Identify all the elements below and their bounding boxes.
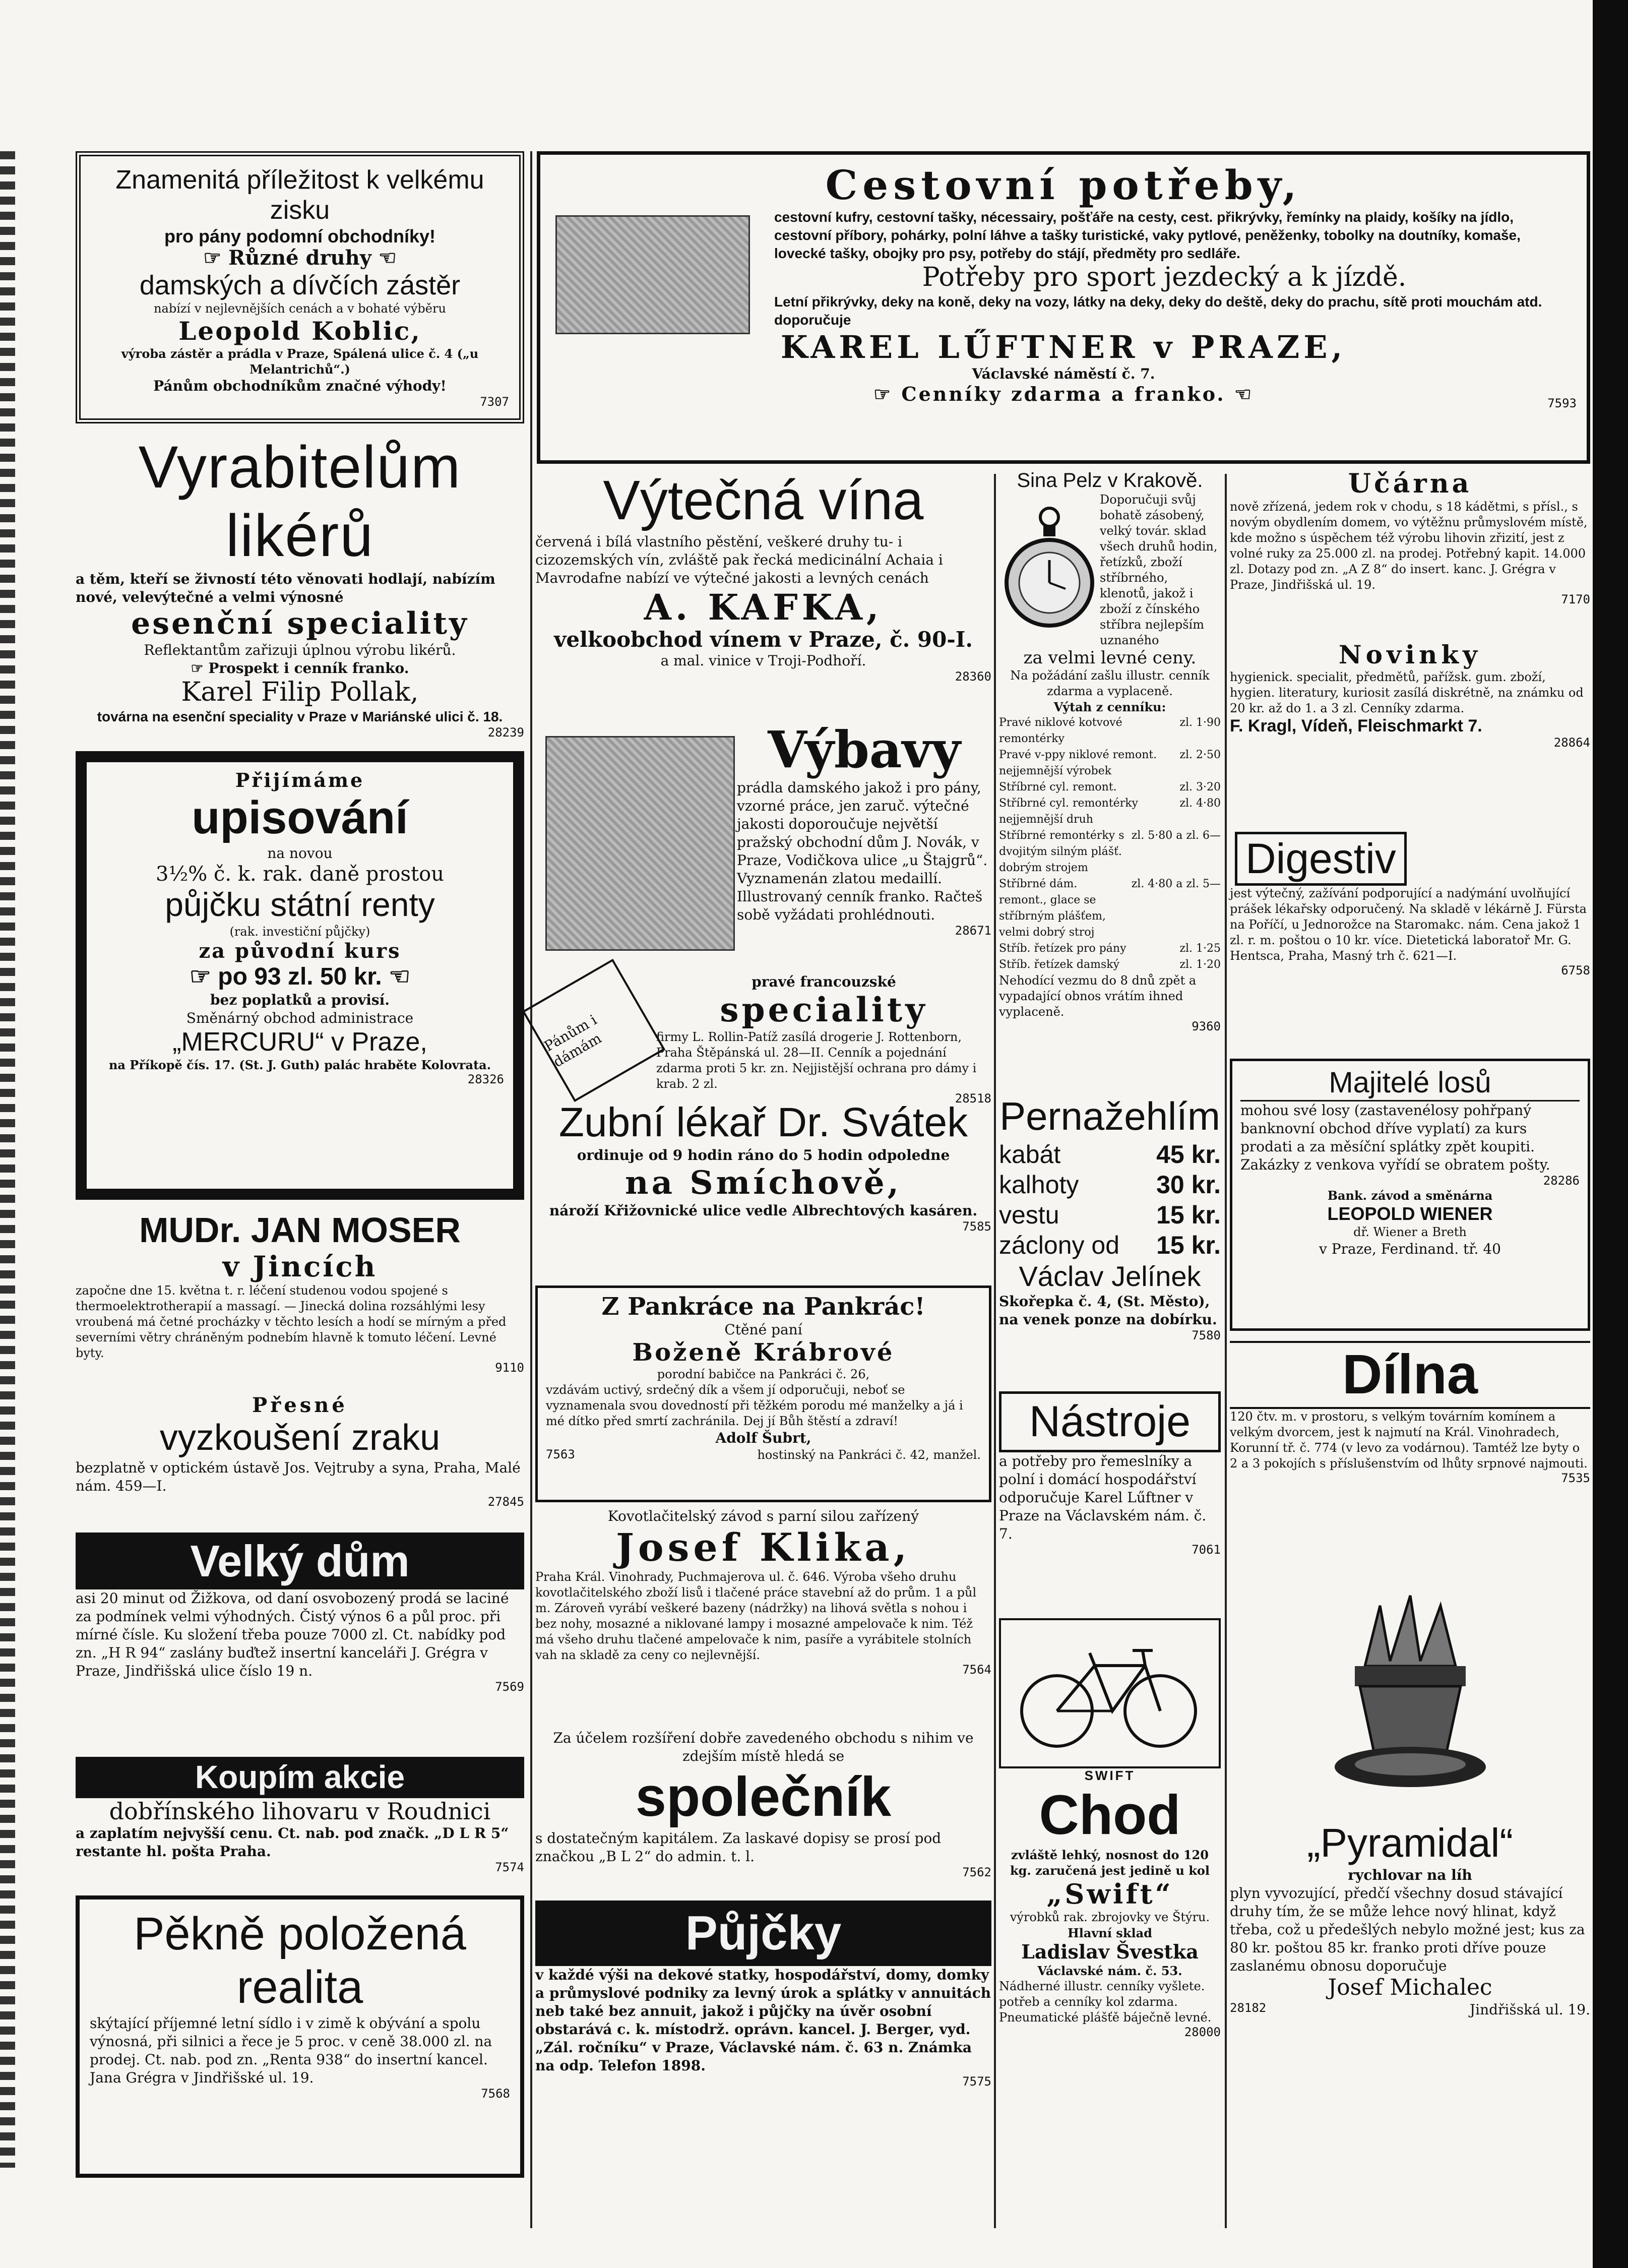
price-label: Stříbrné remontérky s dvojitým silným plášť. dobrým strojem bbox=[999, 829, 1124, 875]
ad-title-frame bbox=[1235, 832, 1407, 886]
price-row bbox=[999, 941, 1221, 957]
ad-line: Směnárný obchod administrace bbox=[186, 1009, 414, 1026]
ad-line: Kovotlačitelský závod s parní silou zařízený bbox=[607, 1508, 919, 1524]
ad-realita bbox=[76, 1895, 524, 2178]
hand-pointer-icon: ☜ bbox=[382, 963, 411, 991]
ad-number: 7535 bbox=[1561, 1470, 1590, 1485]
ad-number: 7585 bbox=[962, 1219, 991, 1234]
ad-body: s dostatečným kapitálem. Za laskavé dopisy se prosí pod značkou „B L 2“ do admin. t. l. bbox=[535, 1829, 942, 1865]
ad-title-frame bbox=[1230, 1341, 1590, 1409]
price-table bbox=[999, 1139, 1221, 1260]
ad-number: 7575 bbox=[962, 2074, 991, 2089]
ad-headline: Majitelé losů bbox=[1240, 1066, 1580, 1101]
ad-line: ☞ Prospekt i cenník franko. bbox=[191, 660, 409, 677]
hand-pointer-icon: ☞ bbox=[189, 963, 218, 991]
price-value: zl. 4·80 a zl. 5— bbox=[1131, 878, 1221, 891]
ad-body: nově zřízená, jedem rok v chodu, s 18 kádětmi, s přísl., s novým obydlením domem, vo výtěžnu průmyslovém místě, kde možno s úspěchem též výrobu lihovin zřizití, jest z volné ruky za 25.000 zl. na prodej. Potřebný kapit. 14.000 zl. Dotazy pod zn. „A Z 8“ do insert. kanc. J. Grégra v Praze, Jindřišská ul. 19. bbox=[1230, 499, 1588, 592]
ad-number: 7307 bbox=[480, 394, 509, 409]
price-row bbox=[999, 876, 1221, 941]
ad-body: červená i bílá vlastního pěstění, veškeré druhy tu- i cizozemských vín, zvláště pak řecká medicinální Achaia i Mavrodafne nabízí ve výtečné jakosti a levných cenách bbox=[535, 533, 943, 586]
price-value: zl. 2·50 bbox=[1179, 749, 1221, 762]
ad-line: dř. Wiener a Breth bbox=[1353, 1224, 1467, 1239]
ad-body: započne dne 15. května t. r. léčení studenou vodou spojené s thermoelektrotherapií a massagí. — Jinecká dolina rozsáhlými lesy vroubená má četné procházky v těchto lesích a hodí se mírným a před severními větry chráněným podnebím hlavně k tomuto léčení. Levné byty. bbox=[76, 1283, 507, 1360]
price-value: 15 kr. bbox=[1156, 1200, 1221, 1229]
ad-line: pravé francouzské bbox=[752, 973, 896, 990]
ad-line: Boženě Krábrové bbox=[632, 1338, 895, 1367]
price-label: Pravé niklové kotvové remontérky bbox=[999, 716, 1122, 746]
ad-pujcky bbox=[535, 1901, 991, 2178]
price-value: 30 kr. bbox=[1156, 1170, 1221, 1199]
ad-headline: Učárna bbox=[1348, 468, 1472, 499]
ad-number: 7580 bbox=[1192, 1328, 1221, 1343]
ad-line: porodní babičce na Pankráci č. 26, bbox=[657, 1367, 870, 1382]
price-label: Stříb. řetízek pro pány bbox=[999, 942, 1126, 955]
luggage-illustration bbox=[555, 215, 750, 334]
ad-body: vzdávám uctivý, srdečný dík a všem jí odporučuji, neboť se vyznamenala svou dovedností při těžkém porodu mé manželky a já i mé dítko před smrtí zachránila. Dej jí Bůh štěstí a zdraví! bbox=[546, 1383, 963, 1429]
ad-number: 27845 bbox=[487, 1494, 524, 1509]
ad-headline: damských a dívčích zástěr bbox=[139, 270, 461, 300]
ad-upisovani bbox=[76, 751, 524, 1200]
column-rule bbox=[994, 474, 996, 2228]
price-label: kalhoty bbox=[999, 1170, 1079, 1199]
ad-headline: esenční speciality bbox=[131, 606, 469, 642]
ad-body: cestovní kufry, cestovní tašky, nécessairy, pošťáře na cesty, cest. přikrývky, řemínky na plaidy, košíky na jídlo, cestovní příbory, pohárky, polní láhve a tašky turistické, vaky pytlové, peněženky, tobolky na doutníky, komaše, lovecké tašky, obojky pro psy, potřeby do stájí, předměty pro sedláře. bbox=[774, 209, 1521, 261]
ad-address: v Praze, Ferdinand. tř. 40 bbox=[1319, 1240, 1501, 1257]
ad-chod-swift bbox=[999, 1618, 1221, 2178]
ad-line: a mal. vinice v Troji-Podhoří. bbox=[660, 652, 866, 669]
hand-pointer-icon: ☞ bbox=[191, 660, 209, 677]
ad-line: Ctěné paní bbox=[724, 1321, 802, 1338]
ad-banner: Půjčky bbox=[535, 1901, 991, 1966]
ad-firm: LEOPOLD WIENER bbox=[1327, 1203, 1493, 1224]
ad-headline: Novinky bbox=[1338, 640, 1482, 669]
ad-headline: Dílna bbox=[1342, 1343, 1478, 1405]
ad-body: asi 20 minut od Žižkova, od daní osvobozený prodá se laciné za podmínek velmi výhodných. Čistý výnos 6 a půl proc. při mírné čísle. Ku složení třeba pouze 7000 zl. Ct. nabídky pod zn. „H R 94“ zaslány buďtež insertní kanceláři J. Grégra v Praze, Jindřišská ulice číslo 19 n. bbox=[76, 1590, 509, 1680]
ad-headline: Vyrabitelům likérů bbox=[138, 434, 462, 569]
ad-line: „Swift“ bbox=[1046, 1878, 1173, 1911]
ad-firm: KAREL LŰFTNER v PRAZE, bbox=[780, 328, 1347, 365]
price-label: záclony od bbox=[999, 1231, 1120, 1259]
ad-headline: speciality bbox=[720, 990, 928, 1029]
price-row bbox=[999, 1200, 1221, 1230]
ad-number: 28000 bbox=[1184, 2025, 1221, 2040]
ad-firm: Josef Michalec bbox=[1328, 1975, 1492, 2000]
ad-novinky bbox=[1230, 640, 1590, 827]
ad-number: 7568 bbox=[481, 2086, 510, 2101]
ad-firm: Václav Jelínek bbox=[1019, 1260, 1201, 1292]
price-row bbox=[999, 828, 1221, 876]
ad-klika bbox=[535, 1507, 991, 1724]
ad-line: ☞ Různé druhy ☜ bbox=[203, 246, 397, 270]
price-value: zl. 1·20 bbox=[1179, 958, 1221, 971]
price-row bbox=[999, 779, 1221, 795]
ad-pelz bbox=[999, 469, 1221, 1089]
ad-number: 9110 bbox=[495, 1360, 524, 1375]
ad-pankrac bbox=[535, 1285, 991, 1502]
ad-firm: Josef Klika, bbox=[615, 1525, 911, 1570]
lingerie-illustration bbox=[545, 736, 735, 951]
ad-line: ☞ po 93 zl. 50 kr. ☜ bbox=[189, 963, 411, 991]
price-value: zl. 1·90 bbox=[1179, 716, 1221, 729]
ad-number: 7574 bbox=[495, 1860, 524, 1875]
ad-pyramidal bbox=[1230, 1583, 1590, 2178]
ad-number: 28182 bbox=[1230, 2000, 1267, 2015]
ad-line: pro pány podomní obchodníky! bbox=[164, 225, 435, 247]
ad-number: 28864 bbox=[1553, 735, 1590, 750]
ad-body: Letní přikrývky, deky na koně, deky na vozy, látky na deky, deky do deště, deky do prachu, sítě proti mouchám atd. doporučuje bbox=[774, 293, 1542, 328]
ad-footer bbox=[1230, 2001, 1590, 2019]
ad-spolecnik bbox=[535, 1729, 991, 1895]
ad-address: F. Kragl, Vídeň, Fleischmarkt 7. bbox=[1230, 716, 1482, 735]
ad-body: a potřeby pro řemeslníky a polní i domácí hospodářství odporučuje Karel Lűftner v Praze na Václavském nám. č. 7. bbox=[999, 1452, 1207, 1542]
ad-line: Výtah z cenníku: bbox=[1053, 700, 1166, 715]
ad-headline: Zubní lékař Dr. Svátek bbox=[558, 1099, 968, 1145]
ad-headline: v Jincích bbox=[222, 1250, 378, 1283]
ad-signature: Adolf Šubrt, bbox=[715, 1430, 811, 1447]
ad-body: hygienick. specialit, předmětů, pařížsk. gum. zboží, hygien. literatury, kuriosit zasílá diskrétně, na známku od 20 kr. až do 1. a 3 zl. Cenníky zdarma. bbox=[1230, 669, 1584, 715]
ad-line: a těm, kteří se živností této věnovati hodlají, nabízím nové, velevýtečné a velmi výnosné bbox=[76, 571, 495, 606]
ad-title-frame bbox=[999, 1391, 1221, 1452]
price-label: Pravé v-ppy niklové remont. nejjemnější výrobek bbox=[999, 749, 1157, 778]
ad-body: Praha Král. Vinohrady, Puchmajerova ul. č. 646. Výroba všeho druhu kovotlačitelského zboží lisů i tlačené práce stavební až do prům. 1 a půl m. Zároveň vyrábí veškeré bazeny (nádržky) na lihová světla s nohou i bez nohy, mosazné a niklované lampy i mosazné ampelovače k nim. Též má všeho druhu tlačené ampelovače k nim, pasíře a vyrábitele stolních vah na skladě za ceny co nejlevnější. bbox=[535, 1570, 977, 1663]
ad-line: na Smíchově, bbox=[625, 1164, 902, 1202]
ad-body: Doporučuji svůj bohatě zásobený, velký továr. sklad všech druhů hodin, řetízků, zboží stříbrného, klenotů, jakož i zboží z čínského stříbra nejlepším uznaného bbox=[1100, 493, 1218, 647]
ad-number: 28286 bbox=[1543, 1173, 1580, 1188]
ad-line: dobřínského lihovaru v Roudnici bbox=[109, 1797, 491, 1825]
ad-number: 7061 bbox=[1192, 1542, 1221, 1557]
ad-line: Potřeby pro sport jezdecký a k jízdě. bbox=[922, 262, 1407, 292]
ad-headline: Znamenitá příležitost k velkému zisku bbox=[115, 165, 484, 225]
ad-address: Václavské nám. č. 53. bbox=[1037, 1964, 1182, 1979]
ad-line: ☞ Cenníky zdarma a franko. ☜ bbox=[873, 383, 1254, 406]
ad-number: 7563 bbox=[546, 1447, 575, 1462]
ad-line: velkoobchod vínem v Praze, č. 90-I. bbox=[553, 627, 973, 652]
ad-address: výroba zástěr a prádla v Praze, Spálená ulice č. 4 („u Melantrichů“.) bbox=[121, 346, 479, 377]
ad-body: prádla damského jakož i pro pány, vzorné práce, jen zaruč. výtečné jakosti doporoučuje největší pražský obchodní dům J. Novák, v Praze, Vodičkova ulice „u Štajgrů“. Vyznamenán zlatou medaillí. Illustrovaný cenník franko. Račteš sobě vyžádati prohlédnouti. bbox=[737, 779, 988, 923]
ad-number: 7564 bbox=[962, 1663, 991, 1677]
ad-line: Přesné bbox=[252, 1393, 348, 1417]
hand-pointer-icon: ☜ bbox=[371, 246, 397, 270]
ad-akcie bbox=[76, 1757, 524, 1888]
scan-edge bbox=[1593, 0, 1628, 2268]
ad-line: Hlavní sklad bbox=[1068, 1926, 1152, 1941]
ad-banner: Koupím akcie bbox=[76, 1757, 524, 1798]
price-value: zl. 1·25 bbox=[1179, 942, 1221, 955]
ad-body: bezplatně v optickém ústavě Jos. Vejtruby a syna, Praha, Malé nám. 459—I. bbox=[76, 1459, 521, 1494]
ad-firm: A. KAFKA, bbox=[644, 586, 883, 628]
price-label: Stříbrné dám. remont., glace se stříbrným plášťem, velmi dobrý stroj bbox=[999, 878, 1106, 939]
ad-body: Nádherné illustr. cenníky vyšlete. potřeb a cenníky kol zdarma. Pneumatické plášťě báječně levné. bbox=[999, 1979, 1212, 2025]
ad-body: v každé výši na dekové statky, hospodářství, domy, domky a průmyslové podniky za levný úrok a splátky v annuitách neb také bez annuit, jakož i půjčky na úvěr osobní obstarává c. k. místodrž. oprávn. kancel. J. Berger, vyd. „Zál. ročníku“ v Praze, Václavské nám. č. 63 n. Známka na odp. Telefon 1898. bbox=[535, 1967, 991, 2074]
stamp-text: Pánům i dámám bbox=[541, 1011, 604, 1071]
ad-firm: Leopold Koblic, bbox=[178, 316, 421, 346]
ad-number: 28239 bbox=[487, 725, 524, 740]
price-row bbox=[999, 1230, 1221, 1260]
ad-body: 120 čtv. m. v prostoru, s velkým továrním komínem a velkým dvorcem, jest k najmutí na Král. Vinohradech, Korunní tř. č. 774 (v levo za vodárnou). Tamtéž lze byty o 2 a 3 pokojích s příslušenstvím od lhůty srpnové najmouti. bbox=[1230, 1409, 1588, 1470]
ad-address: Václavské náměstí č. 7. bbox=[972, 365, 1155, 383]
ad-headline: Výtečná vína bbox=[603, 469, 924, 531]
price-label: vestu bbox=[999, 1200, 1059, 1229]
ad-banner: Velký dům bbox=[76, 1533, 524, 1589]
ad-line: Reflektantům zařizuji úplnou výrobu likérů. bbox=[144, 642, 456, 659]
hand-pointer-icon: ☜ bbox=[1225, 383, 1254, 406]
price-row bbox=[999, 1139, 1221, 1170]
ad-body: firmy L. Rollin-Patíž zasílá drogerie J. Rottenborn, Praha Štěpánská ul. 28—II. Cenník a pojednání zdarma proti 5 kr. zn. Nejjistější ochrana pro dámy i krab. 2 zl. bbox=[656, 1029, 977, 1091]
ad-headline: Nástroje bbox=[1029, 1397, 1191, 1446]
ad-headline: Z Pankráce na Pankrác! bbox=[601, 1293, 925, 1321]
ad-vybavy bbox=[535, 721, 991, 968]
ad-number: 7170 bbox=[1561, 592, 1590, 606]
column-rule bbox=[1225, 474, 1227, 2228]
ad-body: jest výtečný, zažívání podporující a nadýmání uvolňující prášek lékařsky odporučený. Na skladě v lékárně J. Fürsta na Poříčí, u Jednorožce na Staromakc. nám. Cena jakož 1 zl. r. m. poštou o 10 kr. více. Dietetická laboratoř Mr. G. Hentsca, Praha, Masný trh č. 621—I. bbox=[1230, 886, 1587, 963]
ad-line: rychlovar na líh bbox=[1348, 1867, 1472, 1883]
ad-number: 6758 bbox=[1561, 963, 1590, 977]
column-rule bbox=[530, 151, 532, 2228]
ad-number: 9360 bbox=[1192, 1019, 1221, 1034]
ad-digestiv bbox=[1230, 832, 1590, 1054]
pocket-watch-icon bbox=[999, 492, 1100, 643]
ad-address: Skořepka č. 4, (St. Město), na venek ponze na dobírku. bbox=[999, 1293, 1217, 1328]
ad-dilna bbox=[1230, 1341, 1590, 1578]
ad-address: nároží Křižovnické ulice vedle Albrechtových kasáren. bbox=[549, 1202, 978, 1219]
ad-headline: Pernažehlím bbox=[999, 1094, 1220, 1138]
ad-speciality bbox=[535, 973, 991, 1106]
ad-vyzkouseni bbox=[76, 1394, 524, 1525]
price-row bbox=[999, 957, 1221, 973]
price-value: zl. 5·80 a zl. 6— bbox=[1131, 829, 1221, 842]
price-value: 45 kr. bbox=[1156, 1140, 1221, 1169]
ad-number: 28671 bbox=[955, 924, 991, 938]
price-value: 15 kr. bbox=[1156, 1231, 1221, 1259]
ad-headline: společník bbox=[635, 1766, 892, 1828]
ad-line: nabízí v nejlevnějších cenách a v bohaté výběru bbox=[154, 301, 446, 316]
ad-headline: půjčku státní renty bbox=[165, 886, 435, 924]
price-value: zl. 3·20 bbox=[1179, 781, 1221, 794]
ad-firm: „MERCURU“ v Praze, bbox=[172, 1027, 427, 1057]
ad-body: a zaplatím nejvyšší cenu. Ct. nab. pod značk. „D L R 5“ restante hl. pošta Praha. bbox=[76, 1825, 509, 1860]
bicycle-icon bbox=[999, 1618, 1221, 1768]
ad-line: za velmi levné ceny. bbox=[1023, 648, 1197, 668]
price-list bbox=[999, 715, 1221, 973]
price-label: Stříb. řetízek damský bbox=[999, 958, 1119, 971]
hand-pointer-icon: ☞ bbox=[203, 246, 229, 270]
ad-line: Bank. závod a směnárna bbox=[1327, 1188, 1493, 1203]
ad-headline: Výbavy bbox=[768, 720, 961, 779]
ad-losy bbox=[1230, 1059, 1590, 1331]
ad-line: Přijímáme bbox=[235, 769, 365, 791]
ad-moser bbox=[76, 1210, 524, 1386]
price-label: Stříbrné cyl. remont. bbox=[999, 781, 1117, 794]
ad-line: za původní kurs bbox=[199, 939, 401, 963]
price-label: Stříbrné cyl. remontérky nejjemnější druh bbox=[999, 797, 1138, 826]
ad-firm: Karel Filip Pollak, bbox=[181, 677, 419, 708]
ad-headline: Cestovní potřeby, bbox=[825, 161, 1302, 209]
ad-body: Nehodící vezmu do 8 dnů zpět a vypadající obnos vrátím ihned vyplaceně. bbox=[999, 973, 1197, 1019]
ad-line: Na požádání zašlu illustr. cenník zdarma a vyplaceně. bbox=[1010, 668, 1210, 699]
ad-address: továrna na esenční speciality v Praze v Mariánské ulici č. 18. bbox=[97, 709, 503, 725]
ad-line: hostinský na Pankráci č. 42, manžel. bbox=[757, 1448, 981, 1462]
ad-line: bez poplatků a provisí. bbox=[210, 991, 390, 1008]
ad-number: 7562 bbox=[962, 1865, 991, 1879]
hand-pointer-icon: ☞ bbox=[873, 383, 902, 406]
ad-headline: Sina Pelz v Krakově. bbox=[1017, 469, 1203, 492]
ad-cestovni-potreby bbox=[537, 151, 1590, 464]
ad-nastroje bbox=[999, 1391, 1221, 1613]
ad-address: Jindřišská ul. 19. bbox=[1469, 2001, 1590, 2018]
ad-line: 3½% č. k. rak. daně prostou bbox=[156, 863, 444, 886]
ad-line: (rak. investiční půjčky) bbox=[229, 925, 370, 939]
ad-number: 28360 bbox=[955, 669, 991, 684]
ad-body: skýtající příjemné letní sídlo i v zimě k obývání a spolu výnosná, při silnici a řece je 5 proc. v ceně 38.000 zl. na prodej. Ct. nab. pod zn. „Renta 938“ do insertní kancel. Jana Grégra v Jindřišské ul. 19. bbox=[90, 2014, 492, 2086]
perforation-edge bbox=[0, 151, 15, 2168]
ad-label: SWIFT bbox=[1084, 1768, 1136, 1783]
ad-address: na Příkopě čís. 17. (St. J. Guth) palác hraběte Kolovrata. bbox=[108, 1058, 491, 1073]
price-row bbox=[999, 715, 1221, 747]
ad-number: 7569 bbox=[495, 1680, 524, 1694]
ad-line: výrobků rak. zbrojovky ve Štýru. bbox=[1010, 1910, 1210, 1925]
ad-svatek bbox=[535, 1099, 991, 1270]
ad-headline: vyzkoušení zraku bbox=[159, 1418, 441, 1458]
ad-line: na novou bbox=[267, 845, 333, 862]
ad-zastery bbox=[76, 151, 524, 423]
ad-headline: MUDr. JAN MOSER bbox=[139, 1210, 461, 1250]
price-row bbox=[999, 747, 1221, 779]
ad-headline: Pěkně položená realita bbox=[134, 1908, 466, 2013]
ad-line: ordinuje od 9 hodin ráno do 5 hodin odpoledne bbox=[577, 1147, 950, 1164]
ad-line: zvláště lehký, nosnost do 120 kg. zaručená jest jedině u kol bbox=[1010, 1848, 1210, 1878]
ad-headline: „Pyramidal“ bbox=[1307, 1820, 1513, 1865]
ad-headline: Digestiv bbox=[1245, 835, 1396, 882]
ad-ucarna bbox=[1230, 469, 1590, 635]
spirit-stove-icon bbox=[1230, 1583, 1590, 1820]
ad-headline: upisování bbox=[192, 791, 408, 843]
ad-body: mohou své losy (zastavenélosy pohřpaný banknovní obchod dříve vyplatí) za kurs prodati a za měsíční splátky zpět koupiti. Zakázky z venkova vyřídí se obratem pošty. bbox=[1240, 1101, 1550, 1173]
ad-line: Pánům obchodníkům značné výhody! bbox=[153, 377, 447, 394]
price-row bbox=[999, 1170, 1221, 1200]
ad-headline: Chod bbox=[1039, 1784, 1181, 1846]
ad-footer bbox=[546, 1447, 981, 1463]
ad-velky-dum bbox=[76, 1533, 524, 1754]
price-row bbox=[999, 795, 1221, 828]
ad-number: 28518 bbox=[955, 1091, 991, 1106]
ad-vina bbox=[535, 469, 991, 716]
stamp-frame bbox=[522, 959, 665, 1102]
price-value: zl. 4·80 bbox=[1179, 797, 1221, 810]
price-label: kabát bbox=[999, 1140, 1061, 1169]
ad-body: plyn vyvozující, předčí všechny dosud stávající druhy tím, že se může lehce nový hlinat, když třeba, což u předešlých nebylo možné jest; kus za 80 kr. poštou 85 kr. franko proti dříve pouze zaslanému obnosu doporučuje bbox=[1230, 1885, 1585, 1974]
ad-pernazehlim bbox=[999, 1094, 1221, 1386]
ad-line: Za účelem rozšíření dobře zavedeného obchodu s nihim ve zdejším místě hledá se bbox=[553, 1730, 974, 1764]
ad-number: 7593 bbox=[1547, 396, 1577, 410]
ad-likery bbox=[76, 434, 524, 741]
ad-firm: Ladislav Švestka bbox=[1021, 1940, 1199, 1964]
ad-number: 28326 bbox=[467, 1072, 504, 1087]
